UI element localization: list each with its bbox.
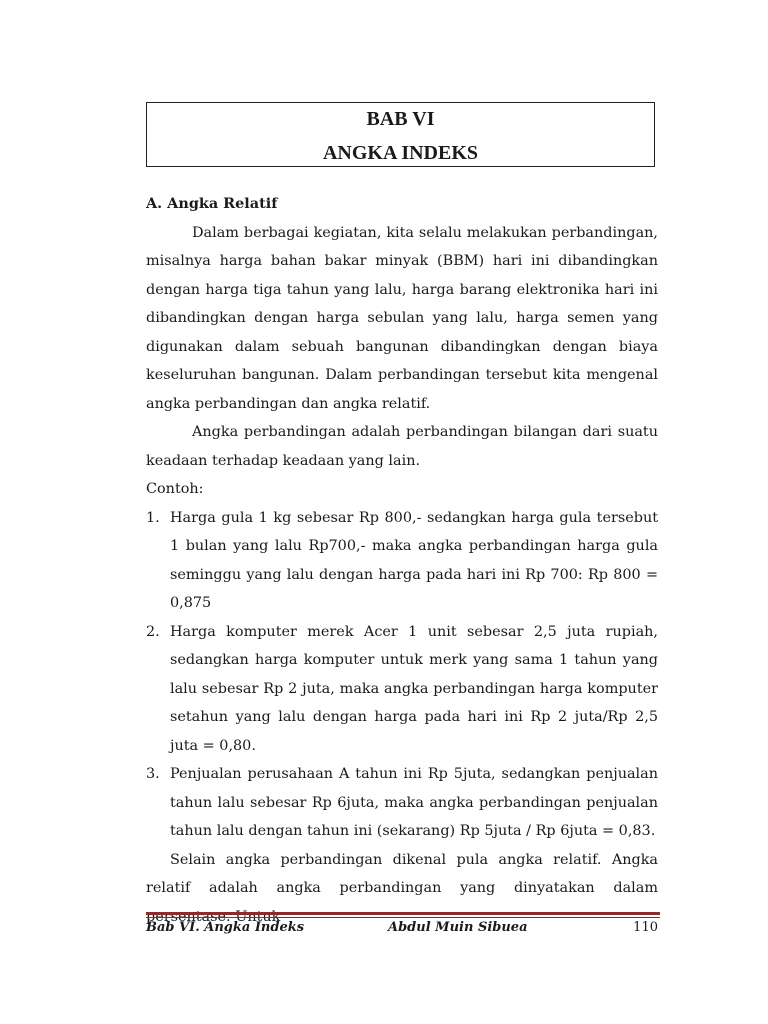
list-item [146, 618, 658, 761]
list-item [146, 504, 658, 618]
list-text: Harga komputer merek Acer 1 unit sebesar 2,5 juta rupiah, sedangkan harga komputer untuk merk yang sama 1 tahun yang lalu sebesar Rp 2 juta, maka angka perbandingan harga komputer setahun yang lalu dengan harga pada hari ini Rp 2 juta/Rp 2,5 juta = 0,80. [170, 623, 658, 754]
footer-divider-thick [146, 912, 660, 915]
chapter-title-box [146, 102, 655, 167]
section-heading: A. Angka Relatif [146, 195, 278, 212]
page-number: 110 [633, 920, 658, 935]
footer-divider-thin [146, 917, 660, 918]
page-content [146, 190, 658, 931]
paragraph-intro: Dalam berbagai kegiatan, kita selalu melakukan perbandingan, misalnya harga bahan bakar minyak (BBM) hari ini dibandingkan dengan harga tiga tahun yang lalu, harga barang elektronika hari ini dibandingkan dengan harga sebulan yang lalu, harga semen yang digunakan dalam sebuah bangunan dibandingkan dengan biaya keseluruhan bangunan. Dalam perbandingan tersebut kita mengenal angka perbandingan dan angka relatif. [146, 224, 658, 412]
list-text: Harga gula 1 kg sebesar Rp 800,- sedangkan harga gula tersebut 1 bulan yang lalu Rp700,- maka angka perbandingan harga gula seminggu yang lalu dengan harga pada hari ini Rp 700: Rp 800 = 0,875 [170, 509, 658, 611]
list-item [146, 760, 658, 846]
example-label: Contoh: [146, 481, 204, 497]
chapter-number: BAB VI [366, 108, 435, 130]
chapter-title: ANGKA INDEKS [322, 142, 479, 164]
list-text: Penjualan perusahaan A tahun ini Rp 5juta, sedangkan penjualan tahun lalu sebesar Rp 6juta, maka angka perbandingan penjualan tahun lalu dengan tahun ini (sekarang) Rp 5juta / Rp 6juta = 0,83. [170, 766, 658, 839]
list-number: 2. [146, 623, 160, 640]
footer-chapter: Bab VI. Angka Indeks [146, 920, 305, 935]
footer-author: Abdul Muin Sibuea [388, 920, 528, 935]
paragraph-definition: Angka perbandingan adalah perbandingan bilangan dari suatu keadaan terhadap keadaan yang lain. [146, 424, 658, 469]
list-number: 3. [146, 766, 160, 782]
list-number: 1. [146, 509, 160, 526]
paragraph-relative: Selain angka perbandingan dikenal pula angka relatif. Angka relatif adalah angka perbandingan yang dinyatakan dalam [146, 851, 658, 896]
page-footer [146, 920, 658, 940]
